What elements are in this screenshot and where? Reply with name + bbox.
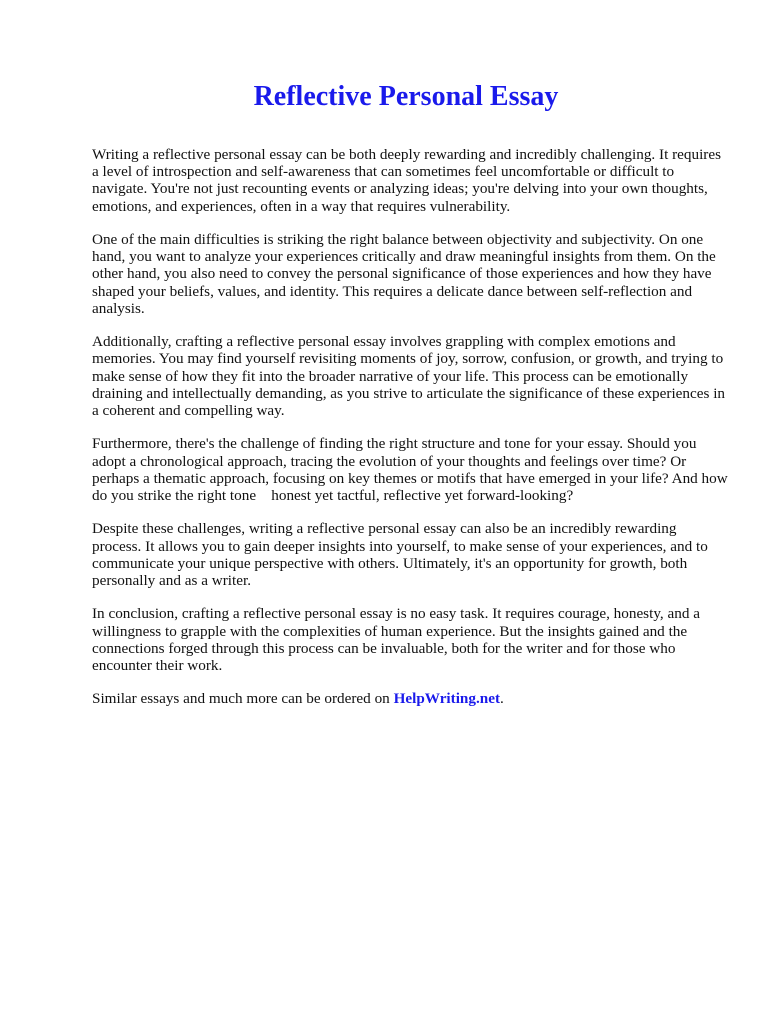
paragraph-5: Despite these challenges, writing a reflective personal essay can also be an incredibly rewarding process. It allows you to gain deeper insights into yourself, to make sense of your experiences, and to communicate your unique perspective with others. Ultimately, it's an opportunity for growth, both personally and as a writer. (92, 520, 708, 590)
essay-body (92, 146, 732, 724)
footer-suffix: . (500, 690, 504, 708)
paragraph-3: Additionally, crafting a reflective personal essay involves grappling with complex emotions and memories. You may find yourself revisiting moments of joy, sorrow, confusion, or growth, and trying to make sense of how they fit into the broader narrative of your life. This process can be emotionally draining and intellectually demanding, as you strive to articulate the significance of these experiences in a coherent and compelling way. (92, 333, 726, 420)
page-title: Reflective Personal Essay (253, 81, 559, 112)
footer-line (92, 690, 728, 707)
footer-text: Similar essays and much more can be ordered on (92, 690, 394, 708)
paragraph-6: In conclusion, crafting a reflective personal essay is no easy task. It requires courage, honesty, and a willingness to grapple with the complexities of human experience. But the insights gained and the connections forged through this process can be invaluable, both for the writer and for those who encounter their work. (92, 605, 700, 675)
paragraph-2: One of the main difficulties is striking the right balance between objectivity and subjectivity. On one hand, you want to analyze your experiences critically and draw meaningful insights from them. On the other hand, you also need to convey the personal significance of those experiences and how they have shaped your beliefs, values, and identity. This requires a delicate dance between self-reflection and analysis. (92, 231, 716, 317)
helpwriting-link[interactable]: HelpWriting.net (393, 690, 501, 708)
paragraph-4: Furthermore, there's the challenge of finding the right structure and tone for your essay. Should you adopt a chronological approach, tracing the evolution of your thoughts and feelings over time? Or perhaps a thematic approach, focusing on key themes or motifs that have emerged in your life? And how do you strike the right tone honest yet tactful, reflective yet forward-looking? (92, 435, 732, 505)
paragraph-1: Writing a reflective personal essay can be both deeply rewarding and incredibly challenging. It requires a level of introspection and self-awareness that can sometimes feel uncomfortable or difficult to navigate. You're not just recounting events or analyzing ideas; you're delving into your own thoughts, emotions, and experiences, often in a way that requires vulnerability. (92, 146, 722, 215)
